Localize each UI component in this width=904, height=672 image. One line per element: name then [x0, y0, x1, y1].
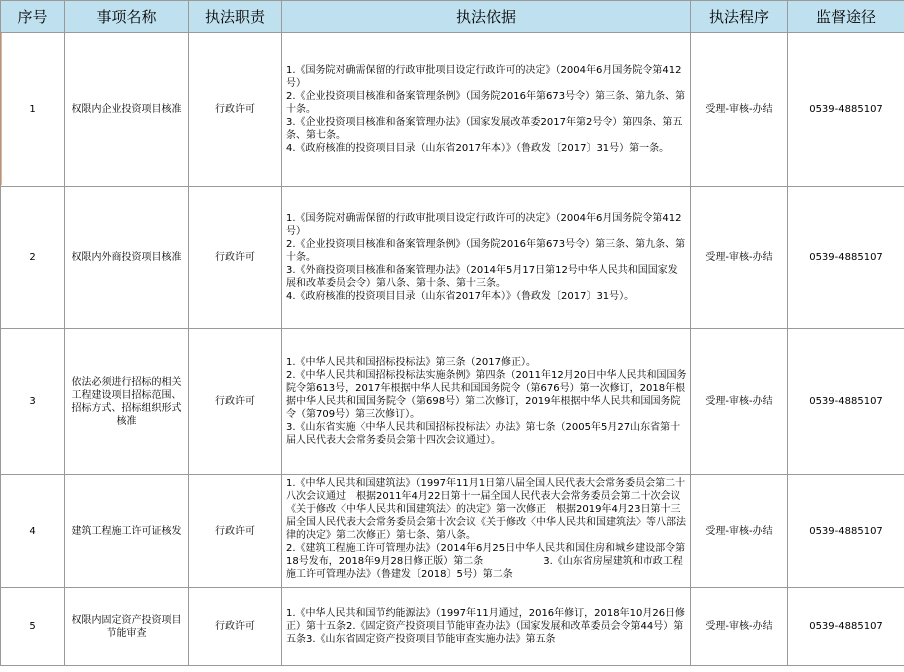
- table-row: [1, 475, 904, 588]
- basis-line: 4.《政府核准的投资项目目录（山东省2017年本）》（鲁政发〔2017〕31号）第一条。: [286, 143, 670, 154]
- cell-duty[interactable]: 行政许可: [189, 187, 282, 329]
- header-basis[interactable]: 执法依据: [282, 1, 691, 33]
- cell-name[interactable]: 依法必须进行招标的相关工程建设项目招标范围、招标方式、招标组织形式核准: [65, 329, 189, 475]
- basis-line: 2.《企业投资项目核准和备案管理条例》（国务院2016年第673号令）第三条、第九条、第十条。: [286, 91, 686, 115]
- cell-supervision[interactable]: 0539-4885107: [788, 329, 904, 475]
- cell-procedure[interactable]: 受理-审核-办结: [691, 33, 788, 187]
- cell-seq[interactable]: 2: [1, 187, 65, 329]
- cell-duty[interactable]: 行政许可: [189, 329, 282, 475]
- header-duty[interactable]: 执法职责: [189, 1, 282, 33]
- basis-line: 1.《中华人民共和国节约能源法》（1997年11月通过，2016年修订，2018年10月26日修正）第十五条2.《固定资产投资项目节能审查办法》（国家发展和改革委员会令第44号）第五条3.《山东省固定资产投资项目节能审查实施办法》第五条: [286, 608, 686, 645]
- cell-supervision[interactable]: 0539-4885107: [788, 588, 904, 666]
- cell-seq[interactable]: 4: [1, 475, 65, 588]
- table-row: [1, 33, 904, 187]
- basis-line: 1.《中华人民共和国建筑法》（1997年11月1日第八届全国人民代表大会常务委员会第二十八次会议通过 根据2011年4月22日第十一届全国人民代表大会常务委员会第二十次会议《关于修改〈中华人民共和国建筑法〉的决定》第一次修正 根据2019年4月23日第十三届全国人民代表大会常务委员会第十次会议《关于修改〈中华人民共和国建筑法〉等八部法律的决定》第二次修正）第七条、第八条。: [286, 477, 686, 541]
- cell-seq[interactable]: 5: [1, 588, 65, 666]
- cell-name[interactable]: 建筑工程施工许可证核发: [65, 475, 189, 588]
- cell-procedure[interactable]: 受理-审核-办结: [691, 588, 788, 666]
- basis-line: 1.《国务院对确需保留的行政审批项目设定行政许可的决定》（2004年6月国务院令第412号）: [286, 213, 682, 237]
- cell-duty[interactable]: 行政许可: [189, 588, 282, 666]
- cell-basis[interactable]: [282, 187, 691, 329]
- cell-seq[interactable]: 3: [1, 329, 65, 475]
- basis-line: 2.《中华人民共和国招标投标法实施条例》第四条（2011年12月20日中华人民共和国国务院令第613号，2017年根据中华人民共和国国务院令（第676号）第一次修订，2018年根据中华人民共和国国务院令（第698号）第二次修订，2019年根据中华人民共和国国务院令（第709号）第三次修订）。: [286, 370, 687, 420]
- basis-line: 1.《国务院对确需保留的行政审批项目设定行政许可的决定》（2004年6月国务院令第412号）: [286, 65, 682, 89]
- table-row: [1, 187, 904, 329]
- table-row: [1, 588, 904, 666]
- cell-basis[interactable]: [282, 329, 691, 475]
- basis-line: 3.《外商投资项目核准和备案管理办法》（2014年5月17日第12号中华人民共和国国家发展和改革委员会令）第八条、第十条、第十三条。: [286, 265, 678, 289]
- cell-procedure[interactable]: 受理-审核-办结: [691, 187, 788, 329]
- cell-duty[interactable]: 行政许可: [189, 33, 282, 187]
- basis-line: 3.《企业投资项目核准和备案管理办法》（国家发展改革委2017年第2号令）第四条、第五条、第七条。: [286, 117, 683, 141]
- cell-basis[interactable]: [282, 33, 691, 187]
- header-seq[interactable]: 序号: [1, 1, 65, 33]
- cell-basis[interactable]: [282, 475, 691, 588]
- basis-line: 4.《政府核准的投资项目目录（山东省2017年本）》（鲁政发〔2017〕31号）。: [286, 291, 635, 302]
- basis-line: 3.《山东省实施〈中华人民共和国招标投标法〉办法》第七条（2005年5月27山东省第十届人民代表大会常务委员会第十四次会议通过）。: [286, 422, 681, 446]
- cell-name[interactable]: 权限内企业投资项目核准: [65, 33, 189, 187]
- cell-duty[interactable]: 行政许可: [189, 475, 282, 588]
- cell-seq[interactable]: 1: [1, 33, 65, 187]
- cell-procedure[interactable]: 受理-审核-办结: [691, 475, 788, 588]
- cell-basis[interactable]: [282, 588, 691, 666]
- cell-name[interactable]: 权限内固定资产投资项目节能审查: [65, 588, 189, 666]
- cell-supervision[interactable]: 0539-4885107: [788, 187, 904, 329]
- table-row: [1, 329, 904, 475]
- basis-line: 2.《建筑工程施工许可管理办法》（2014年6月25日中华人民共和国住房和城乡建设部令第18号发布，2018年9月28日修正版）第二条 3.《山东省房屋建筑和市政工程施工许可管理办法》（鲁建发〔2018〕5号）第二条: [286, 542, 686, 580]
- header-supervision[interactable]: 监督途径: [788, 1, 904, 33]
- basis-line: 1.《中华人民共和国招标投标法》第三条（2017修正）。: [286, 357, 536, 368]
- basis-line: 2.《企业投资项目核准和备案管理条例》（国务院2016年第673号令）第三条、第九条、第十条。: [286, 239, 686, 263]
- header-procedure[interactable]: 执法程序: [691, 1, 788, 33]
- cell-supervision[interactable]: 0539-4885107: [788, 475, 904, 588]
- header-row: [1, 1, 904, 33]
- cell-supervision[interactable]: 0539-4885107: [788, 33, 904, 187]
- header-name[interactable]: 事项名称: [65, 1, 189, 33]
- cell-name[interactable]: 权限内外商投资项目核准: [65, 187, 189, 329]
- cell-procedure[interactable]: 受理-审核-办结: [691, 329, 788, 475]
